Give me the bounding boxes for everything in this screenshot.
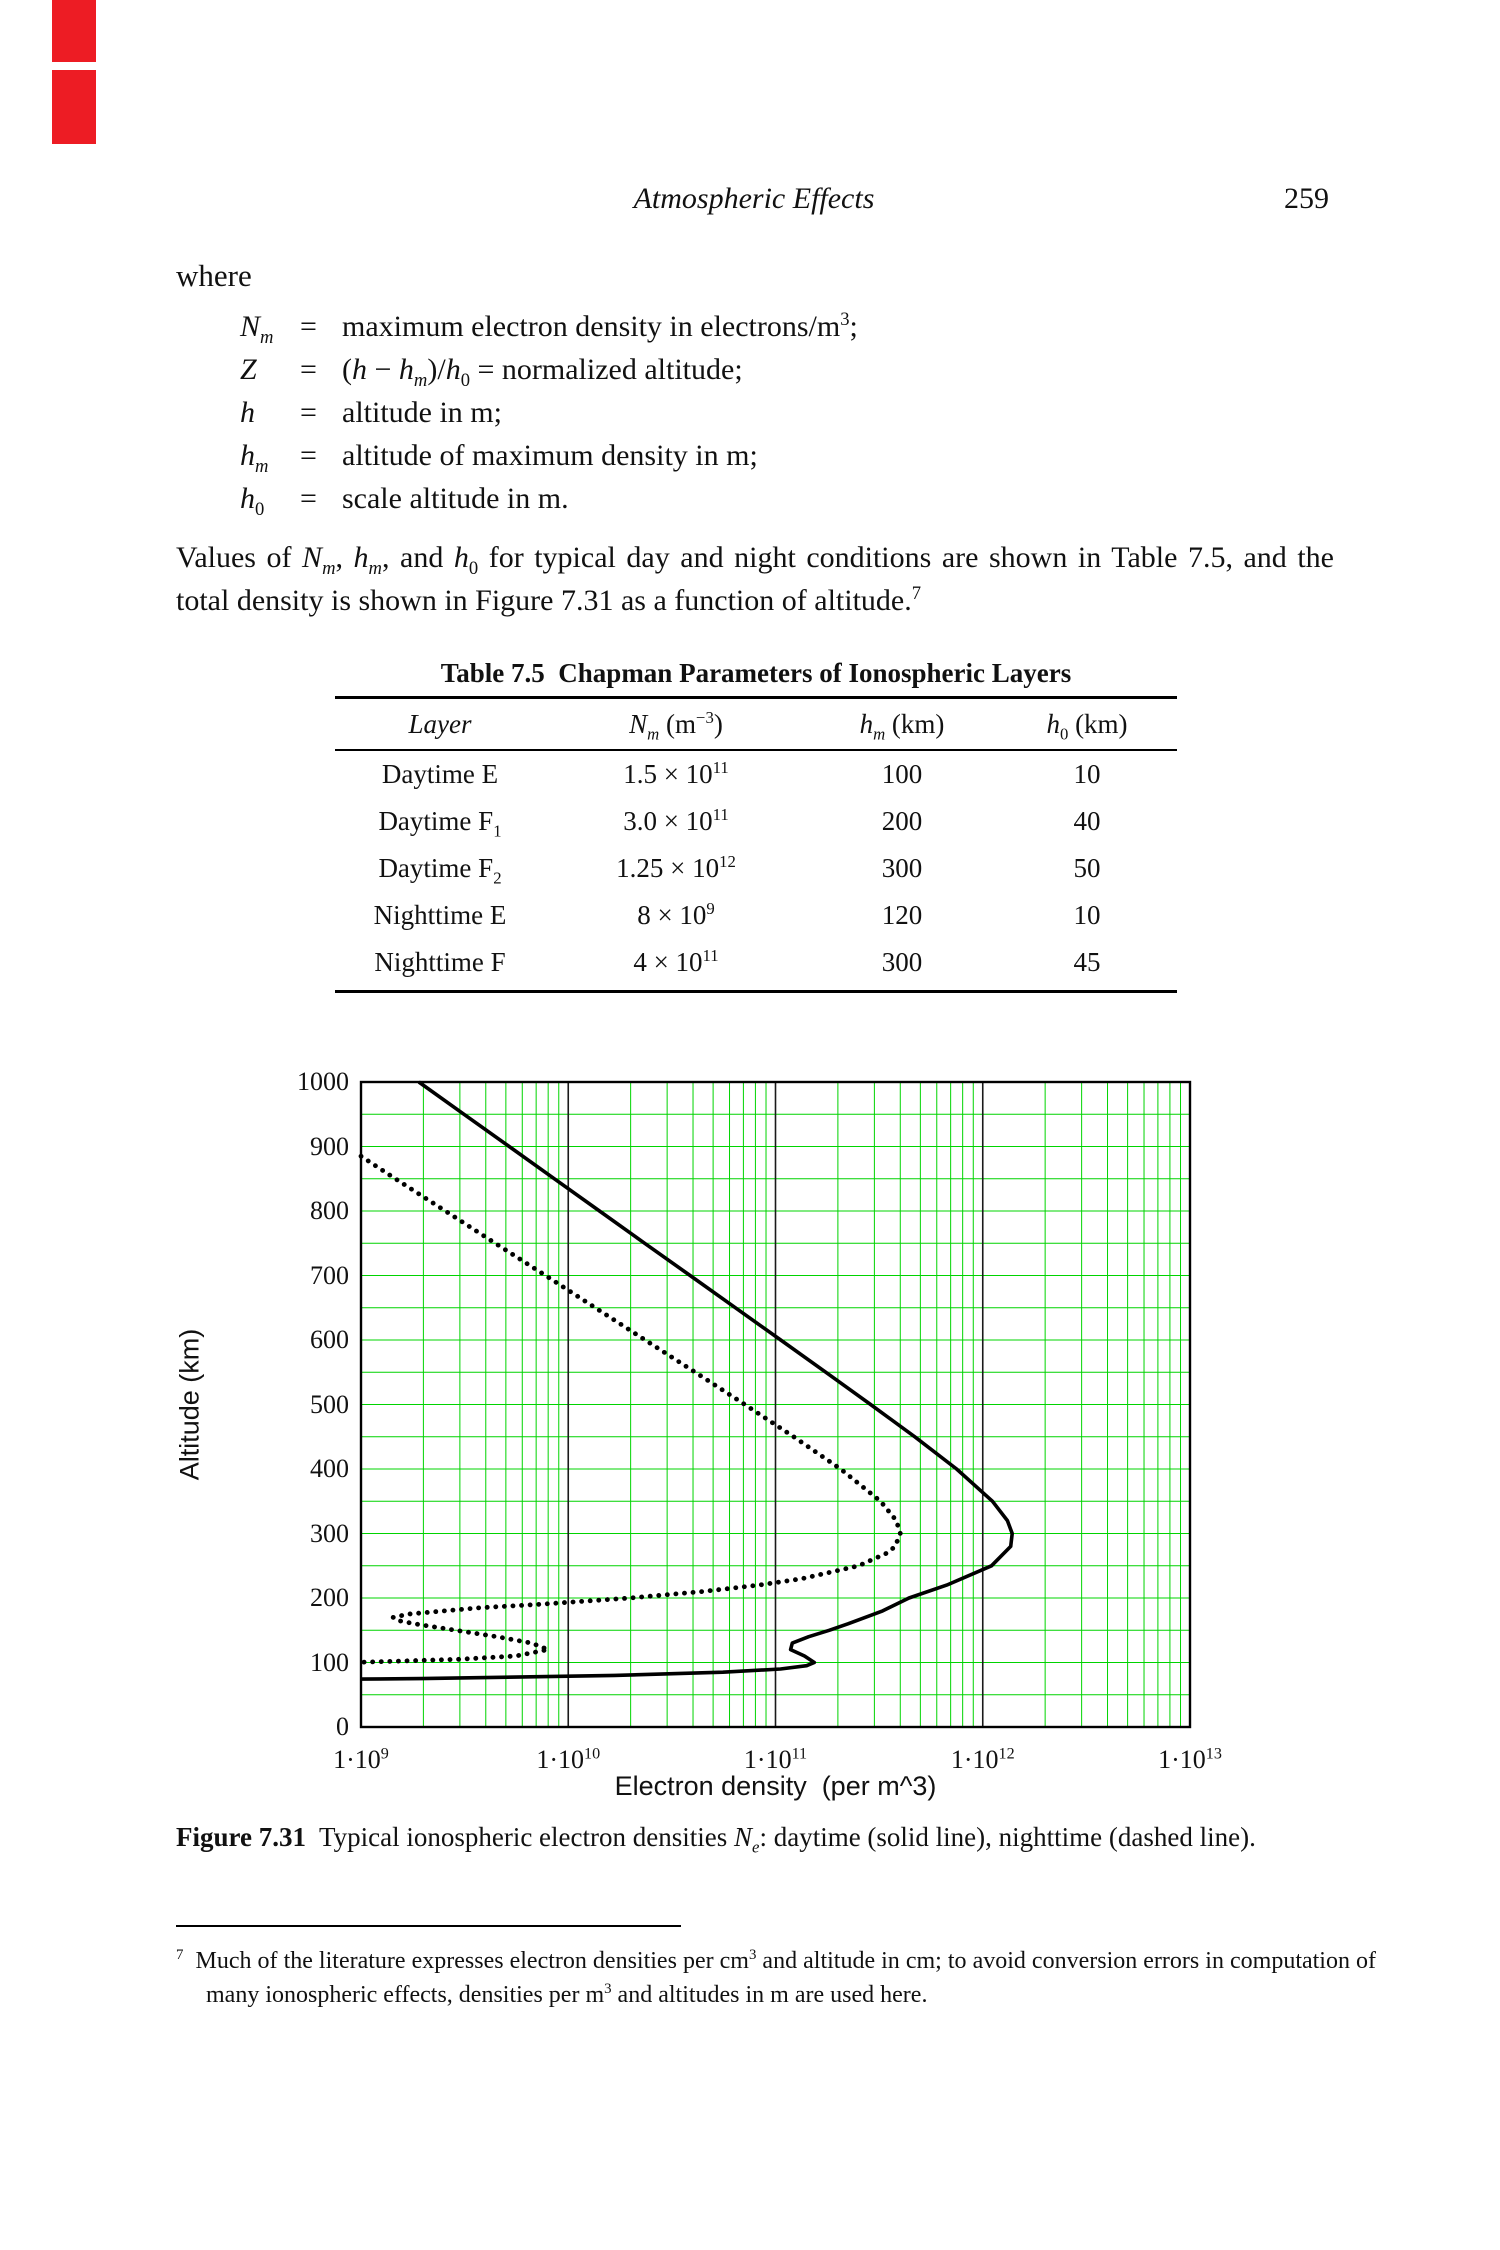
- table-row: [335, 798, 1177, 845]
- definition-row: [240, 310, 1340, 353]
- table-row: [335, 751, 1177, 798]
- definition-row: [240, 396, 1340, 439]
- footnote-text: $^7$ Much of the literature expresses electron densities per $cm^3$ and altitude in cm; to avoid conversion errors in computation of many ionospheric effects, densities per $m^3$ and altitudes in m are used here.: [176, 1947, 1376, 2008]
- where-label: where: [176, 258, 252, 293]
- table-cell: $8 \times 10^9$: [637, 899, 715, 930]
- table-cell: Daytime $F_1$: [378, 806, 502, 841]
- table-header-cell: $h_m$ (km): [859, 708, 945, 743]
- y-tick-label: 400: [310, 1454, 349, 1483]
- x-tick-label: $1\cdot 10^{10}$: [536, 1745, 601, 1774]
- definition-row: [240, 439, 1340, 482]
- page-number: 259: [1284, 182, 1329, 215]
- y-tick-label: 100: [310, 1647, 349, 1677]
- red-margin-mark: [52, 0, 96, 62]
- table-header-cell: $N_m$ $(m^{-3})$: [629, 707, 723, 743]
- table-cell: Nighttime E: [373, 900, 507, 930]
- figure-caption: Figure 7.31 Typical ionospheric electron densities $N_e$: daytime (solid line), nighttime (dashed line).: [176, 1822, 1256, 1857]
- definition-symbol: $N_m$: [240, 310, 274, 348]
- curve-daytime: [361, 1082, 1012, 1679]
- definition-text: $(h - h_m)/h_0$ = normalized altitude;: [342, 353, 743, 391]
- y-tick-label: 0: [336, 1712, 349, 1741]
- table-cell: $4 \times 10^{11}$: [633, 946, 719, 977]
- x-tick-label: $1\cdot 10^{13}$: [1158, 1745, 1222, 1774]
- table-row: [335, 892, 1177, 939]
- red-margin-mark: [52, 70, 96, 144]
- y-tick-label: 900: [310, 1131, 349, 1161]
- table-cell: 40: [1073, 806, 1101, 836]
- table-row: [335, 845, 1177, 892]
- definition-text: altitude in m;: [342, 396, 502, 429]
- table-cell: 200: [881, 806, 923, 836]
- running-header-title: Atmospheric Effects: [633, 182, 875, 215]
- definition-text: altitude of maximum density in m;: [342, 439, 758, 472]
- definition-text: maximum electron density in electrons/$m^3$;: [342, 309, 858, 343]
- y-tick-label: 300: [310, 1518, 349, 1548]
- x-tick-label: $1\cdot 10^9$: [333, 1745, 389, 1774]
- chapman-parameters-table: [335, 696, 1177, 993]
- equals-sign: =: [300, 439, 317, 472]
- table-cell: 300: [881, 853, 923, 883]
- definition-list: [240, 310, 1340, 525]
- y-tick-label: 600: [310, 1325, 349, 1354]
- definition-row: [240, 482, 1340, 525]
- table-cell: Daytime E: [381, 759, 499, 789]
- equals-sign: =: [300, 482, 317, 515]
- definition-symbol: $h_m$: [240, 439, 269, 477]
- footnote-rule: [176, 1925, 681, 1927]
- x-tick-label: $1\cdot 10^{12}$: [950, 1745, 1015, 1774]
- table-cell: 45: [1073, 947, 1101, 977]
- y-axis-title: Altitude (km): [174, 1328, 205, 1481]
- table-cell: Nighttime F: [374, 947, 506, 977]
- equals-sign: =: [300, 310, 317, 343]
- x-tick-label: $1\cdot 10^{11}$: [743, 1745, 808, 1774]
- table-cell: 10: [1073, 759, 1101, 789]
- table-cell: 120: [881, 900, 923, 930]
- y-tick-label: 700: [310, 1260, 349, 1290]
- definition-row: [240, 353, 1340, 396]
- y-tick-label: 800: [310, 1196, 349, 1225]
- y-tick-label: 500: [310, 1389, 349, 1419]
- equals-sign: =: [300, 353, 317, 386]
- x-axis-title: Electron density (per m^3): [614, 1771, 937, 1801]
- definition-text: scale altitude in m.: [342, 482, 569, 515]
- table-header-cell: Layer: [408, 708, 472, 739]
- table-cell: 100: [881, 759, 923, 789]
- figure-7-31-chart: [150, 1055, 1290, 1835]
- table-cell: Daytime $F_2$: [378, 853, 502, 888]
- table-title: Table 7.5 Chapman Parameters of Ionospheric Layers: [440, 658, 1072, 688]
- definition-symbol: $h_0$: [240, 482, 265, 520]
- definition-symbol: h: [240, 396, 255, 429]
- y-tick-label: 200: [310, 1583, 349, 1612]
- table-cell: $1.25 \times 10^{12}$: [616, 852, 736, 883]
- table-cell: $3.0 \times 10^{11}$: [623, 805, 729, 836]
- table-cell: $1.5 \times 10^{11}$: [623, 758, 729, 789]
- table-header-row: [335, 699, 1177, 751]
- body-paragraph: Values of $N_m$, $h_m$, and $h_0$ for typical day and night conditions are shown in Table 7.5, and the total density is shown in Figure 7.31 as a function of altitude.$^7$: [176, 541, 1334, 617]
- table-cell: 10: [1073, 900, 1101, 930]
- definition-symbol: Z: [240, 353, 257, 386]
- table-header-cell: $h_0$ (km): [1046, 708, 1128, 743]
- equals-sign: =: [300, 396, 317, 429]
- table-cell: 300: [881, 947, 923, 977]
- table-cell: 50: [1073, 853, 1101, 883]
- table-row: [335, 939, 1177, 986]
- y-tick-label: 1000: [297, 1067, 349, 1096]
